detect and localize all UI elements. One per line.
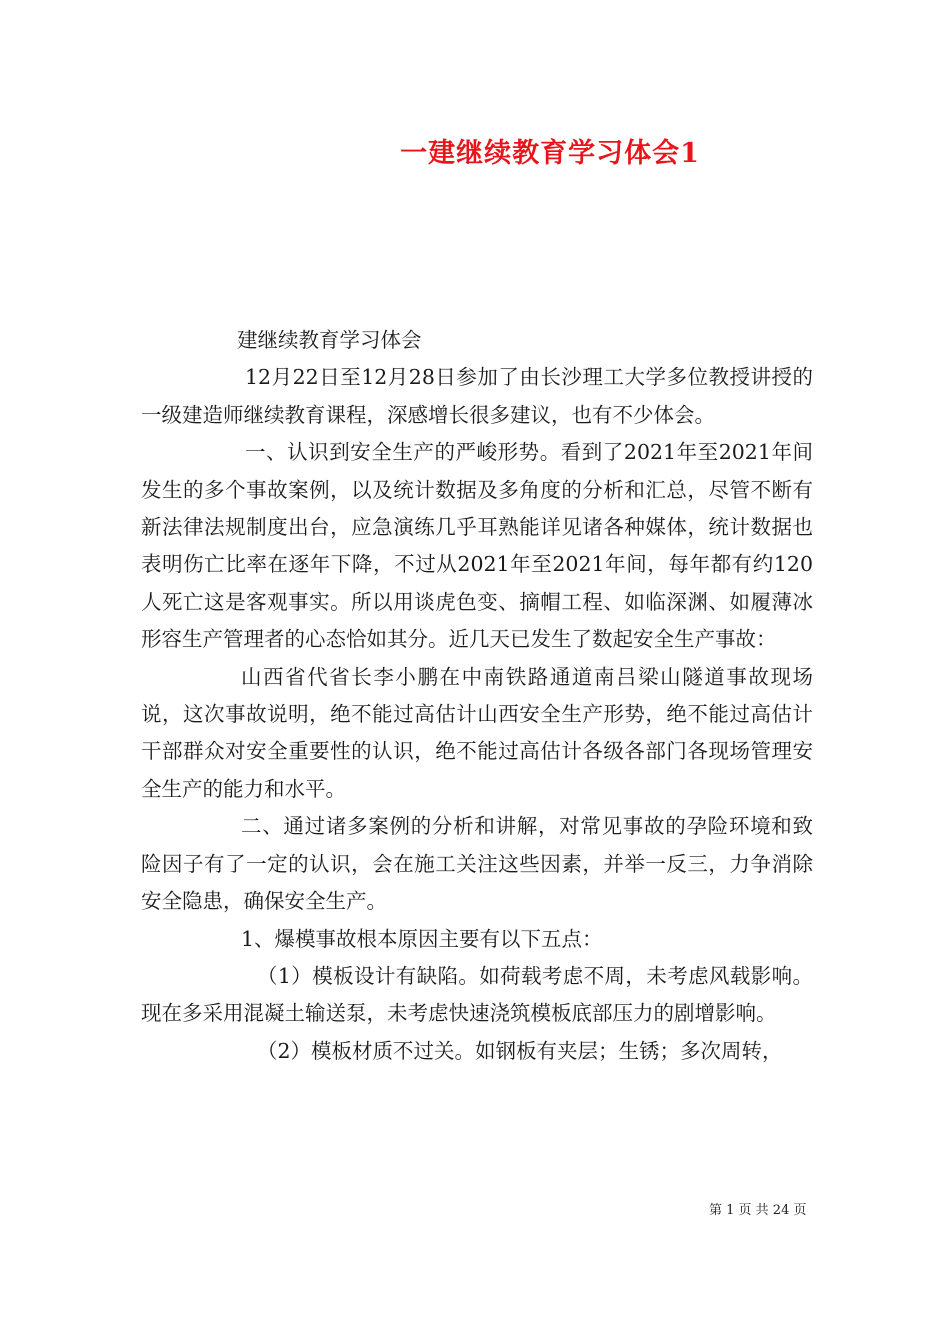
document-title: 一建继续教育学习体会1 [400,138,700,169]
paragraph: 12月22日至12月28日参加了由长沙理工大学多位教授讲授的一级建造师继续教育课程，深感增长很多建议，也有不少体会。 [141,365,813,427]
document-body [141,322,813,1070]
paragraph: 二、通过诸多案例的分析和讲解，对常见事故的孕险环境和致险因子有了一定的认识，会在施工关注这些因素，并举一反三，力争消除安全隐患，确保安全生产。 [141,814,813,914]
paragraph: 山西省代省长李小鹏在中南铁路通道南吕梁山隧道事故现场说，这次事故说明，绝不能过高估计山西安全生产形势，绝不能过高估计干部群众对安全重要性的认识，绝不能过高估计各级各部门各现场管理安全生产的能力和水平。 [141,664,813,801]
paragraph: 一、认识到安全生产的严峻形势。看到了2021年至2021年间发生的多个事故案例，以及统计数据及多角度的分析和汇总，尽管不断有新法律法规制度出台，应急演练几乎耳熟能详见诸各种媒体，统计数据也表明伤亡比率在逐年下降，不过从2021年至2021年间，每年都有约120人死亡这是客观事实。所以用谈虎色变、摘帽工程、如临深渊、如履薄冰形容生产管理者的心态恰如其分。近几天已发生了数起安全生产事故： [141,440,813,652]
section-heading: 建继续教育学习体会 [237,328,422,352]
paragraph: （2）模板材质不过关。如钢板有夹层；生锈；多次周转， [257,1038,783,1063]
paragraph: （1）模板设计有缺陷。如荷载考虑不周，未考虑风载影响。现在多采用混凝土输送泵，未考虑快速浇筑模板底部压力的剧增影响。 [141,963,813,1026]
paragraph: 1、爆模事故根本原因主要有以下五点： [241,926,603,951]
page-number-footer: 第 1 页 共 24 页 [709,1203,807,1218]
